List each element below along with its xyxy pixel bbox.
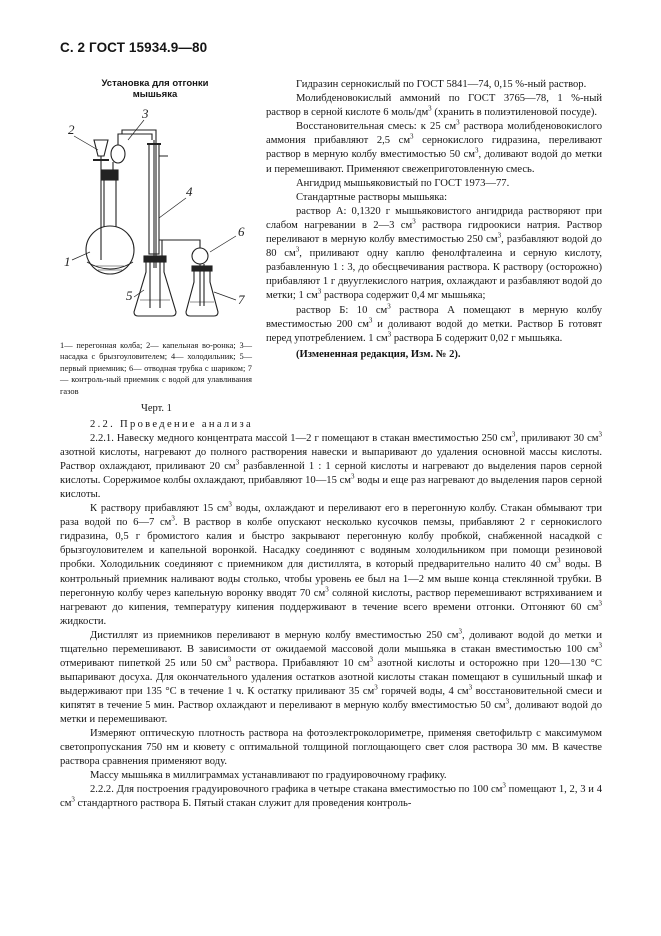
solution-a: раствор А: 0,1320 г мышьяковистого ангидрида растворяют при слабом нагревании в 2—3 $см^3$ раствора гидроокиси натрия. Раствор переливают в мерную колбу вместимостью 250 $см^3$, разбавляют водой до 80 $см^3$, приливают одну каплю фенолфталеина и серную кислоту, разбавленную 1 : 3, до обесцвечивания раствора. К раствору (осторожно) прибавляют 1 г двууглекислого натрия, охлаждают и разбавляют водой до метки; 1 $см^3$ раствора содержит 0,4 мг мышьяка; <box>266 205 602 302</box>
figure-label-3: 3 <box>142 106 149 121</box>
figure-label-2: 2 <box>68 122 75 137</box>
reagent-hydrazine: Гидразин сернокислый по ГОСТ 5841—74, 0,15 %-ный раствор. <box>296 79 587 90</box>
figure-title-line-1: Установка для отгонки <box>101 78 209 89</box>
solution-b: раствор Б: 10 $см^3$ раствора А помещают в мерную колбу вместимостью 200 $см^3$ и доливают водой до метки. Раствор Б готовят перед употреблением. 1 $см^3$ раствора Б содержит 0,02 г мышьяка. <box>266 301 602 344</box>
outlet-tube <box>162 240 208 306</box>
distillation-flask <box>86 170 134 274</box>
section-heading: 2.2. Проведение анализа <box>90 419 253 430</box>
paragraph-2-2-2: 2.2.2. Для построения градуировочного графика в четыре стакана вместимостью по 100 $см^3$ помещают 1, 2, 3 и 4 $см^3$ стандартного раствора Б. Пятый стакан служит для проведения контроль- <box>60 781 603 810</box>
standard-solutions-heading: Стандартные растворы мышьяка: <box>296 191 448 203</box>
paragraph-optical-density: Измеряют оптическую плотность раствора на фотоэлектроколориметре, применяя светофильтр с максимумом светопропускания 750 нм и кювету с оптимальной толщиной поглощающего свет слоя раствора 30 мм. В качестве раствора сравнения применяют воду. <box>60 728 602 768</box>
figure-label-7: 7 <box>238 292 245 307</box>
page-header: С. 2 ГОСТ 15934.9—80 <box>60 40 208 55</box>
main-text <box>60 418 602 811</box>
figure-label-4: 4 <box>186 184 193 199</box>
reagent-molybdate: Молибденовокислый аммоний по ГОСТ 3765—78, 1 %-ный раствор в серной кислоте 6 моль/$дм^3$ (хранить в полиэтиленовой посуде). <box>266 93 602 119</box>
figure-label-1: 1 <box>64 254 71 269</box>
reagent-arsenic-anhydride: Ангидрид мышьяковистый по ГОСТ 1973—77. <box>296 177 510 189</box>
apparatus-drawing <box>60 100 260 340</box>
first-receiver <box>134 256 176 316</box>
figure-title-line-2: мышьяка <box>132 89 178 100</box>
reagents-column <box>266 78 602 362</box>
dropping-funnel <box>93 140 109 260</box>
reagent-reducing-mixture: Восстановительная смесь: к 25 $см^3$ раствора молибденовокислого аммония прибавляют 2,5 $см^3$ сернокислого гидразина, переливают раствор в мерную колбу вместимостью 50 $см^3$, доливают водой до метки и перемешивают. Применяют свежеприготовленную смесь. <box>266 118 603 175</box>
paragraph-distillate: Дистиллят из приемников переливают в мерную колбу вместимостью 250 $см^3$, доливают водой до метки и тщательно перемешивают. В зависимости от ожидаемой массовой доли мышьяка в стакан вместимостью 100 $см^3$ отмеривают пипеткой 25 или 50 $см^3$ раствора. Прибавляют 10 $см^3$ азотной кислоты и осторожно при 120—130 °С выпаривают досуха. Для окончательного удаления остатков азотной кислоты стакан помещают в сушильный шкаф и выдерживают при 135 °С в течение 1 ч. К остатку приливают 35 $см^3$ горячей воды, 4 $см^3$ восстановительной смеси и кипятят в течение 5 мин. Раствор охлаждают и переливают в мерную колбу вместимостью 50 $см^3$, доливают водой до метки и перемешивают. <box>60 627 602 725</box>
condenser <box>147 140 168 268</box>
figure-caption: Черт. 1 <box>141 403 172 414</box>
amendment-note: (Измененная редакция, Изм. № 2). <box>296 348 461 360</box>
figure-label-5: 5 <box>126 288 133 303</box>
control-receiver <box>186 266 218 316</box>
figure-title <box>60 78 250 100</box>
paragraph-2-2-1: 2.2.1. Навеску медного концентрата массой 1—2 г помещают в стакан вместимостью 250 $см^3$, приливают 30 $см^3$ азотной кислоты, нагревают до полного растворения навески и выпаривают до удаления основной массы кислоты. Раствор охлаждают, приливают 20 $см^3$ разбавленной 1 : 1 серной кислоты и нагревают до выделения паров серной кислоты. Сорержимое колбы охлаждают, прибавляют 10—15 $см^3$ воды и еще раз нагревают до выделения паров серной кислоты. <box>60 430 603 501</box>
figure-label-6: 6 <box>238 224 245 239</box>
paragraph-calibration-mass: Массу мышьяка в миллиграммах устанавливают по градуировочному графику. <box>90 770 447 782</box>
figure-legend: 1— перегонная колба; 2— капельная во-ронка; 3— насадка с брызгоуловителем; 4— холодильник; 5— первый приемник; 6— отводная трубка с шариком; 7— контроль-ный приемник с водой для улавливания газов <box>60 341 253 396</box>
paragraph-distillation: К раствору прибавляют 15 $см^3$ воды, охлаждают и переливают его в перегонную колбу. Стакан обмывают три раза водой по 6—7 $см^3$. В раствор в колбе опускают несколько кусочков пемзы, прибавляют 2 г сернокислого гидразина, 0,5 г бромистого калия и быстро закрывают перегонную колбу пробкой, снабженной насадкой с брызгоуловителем и капельной воронкой. Насадку соединяют с водяным холодильником при помощи резиновой пробки. Холодильник соединяют с приемником для дистиллята, в который предварительно налито 40 $см^3$ воды. В контрольный приемник наливают воды столько, чтобы уровень ее был на 1—2 мм выше конца стеклянной трубки. В перегонную колбу через капельную воронку вводят 70 $см^3$ соляной кислоты, раствор перемешивают встряхиванием и нагревают до кипения, температуру кипения поддерживают в течение всего времени отгонки. Отгоняют 60 $см^3$ жидкости. <box>60 500 602 627</box>
